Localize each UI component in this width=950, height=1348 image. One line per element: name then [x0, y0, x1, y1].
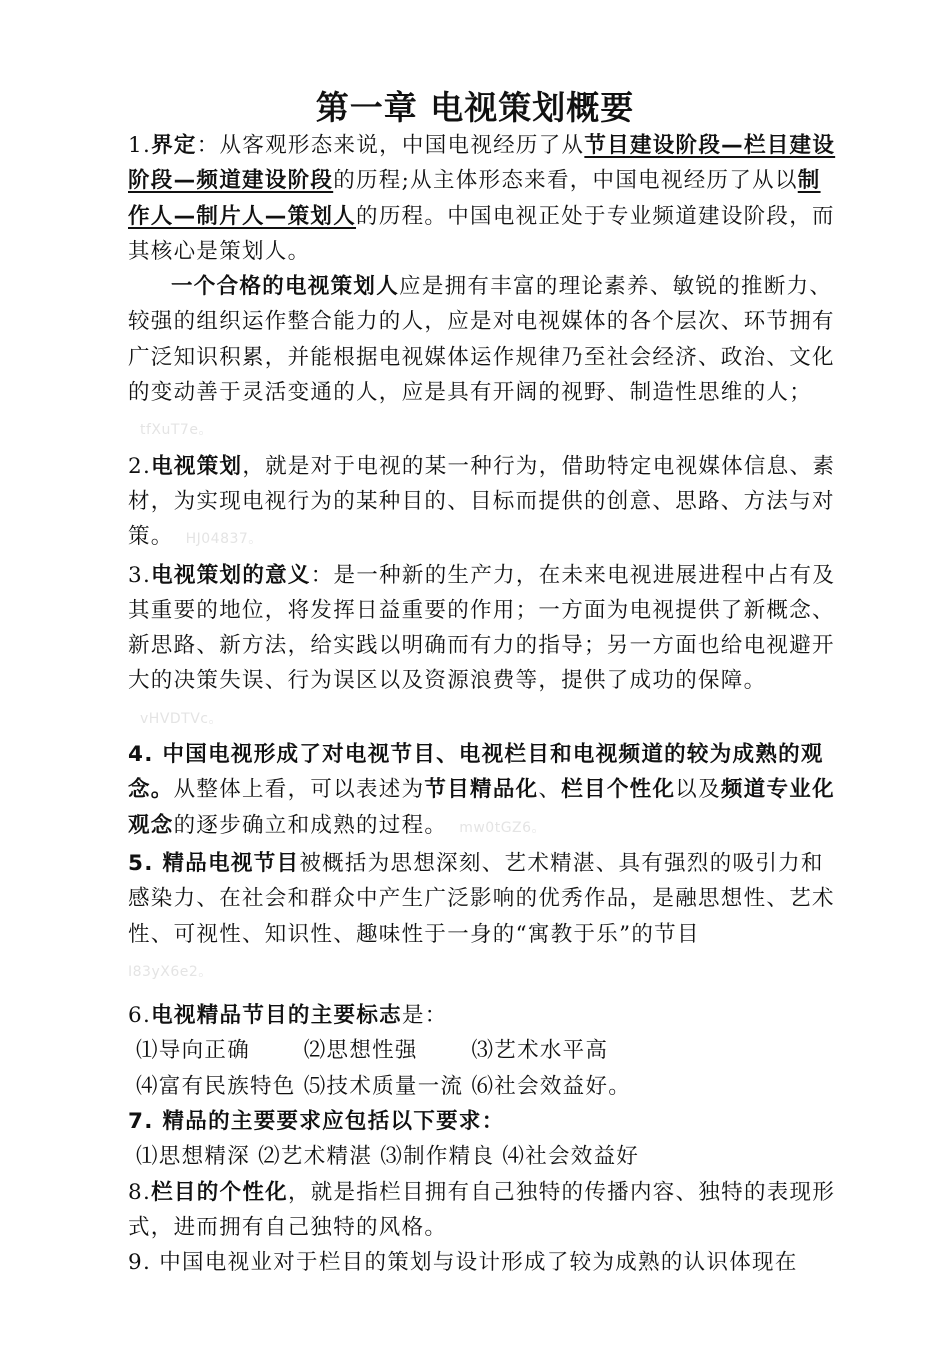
paragraph-2: [128, 449, 840, 558]
paragraph-text: 是：: [401, 1003, 448, 1029]
watermark-code: I83yX6e2。: [128, 963, 213, 980]
bold-lead: 一个合格的电视策划人: [171, 274, 400, 300]
watermark-code: tfXuT7e。: [140, 422, 213, 439]
item-number: 8.: [128, 1179, 152, 1205]
item-number: 2.: [128, 453, 152, 479]
paragraph-text: ：从客观形态来说，中国电视经历了从: [196, 133, 585, 158]
bold-term: 节目精品化: [424, 777, 539, 803]
paragraph-8: [128, 1175, 840, 1246]
underlined-term: 节目建设阶段—栏目建设阶段—频道建设阶段: [128, 133, 836, 194]
item-number: 1.: [128, 133, 152, 158]
term-label: 电视策划的意义: [151, 562, 311, 588]
document-body: [128, 128, 840, 1281]
term-label: 界定: [151, 133, 197, 158]
bold-term: 栏目个性化: [561, 777, 676, 803]
paragraph-5: [128, 846, 840, 990]
term-label: 电视策划: [151, 453, 243, 479]
paragraph-text: 以及: [675, 777, 721, 803]
criteria-line-1: ⑴导向正确 ⑵思想性强 ⑶艺术水平高: [136, 1038, 609, 1064]
paragraph-6: [128, 998, 840, 1033]
paragraph-text: ，就是指栏目拥有自己独特的传播内容、独特的表现形式，进而拥有自己独特的风格。: [128, 1179, 836, 1240]
bold-lead: 5. 精品电视节目: [128, 850, 300, 876]
paragraph-text: 的历程;从主体形态来看，中国电视经历了从以: [333, 168, 798, 194]
watermark-code: HJ04837。: [185, 531, 263, 548]
requirements-line: ⑴思想精深 ⑵艺术精湛 ⑶制作精良 ⑷社会效益好: [136, 1144, 640, 1170]
paragraph-1b: [128, 269, 840, 448]
paragraph-text: 、: [538, 777, 562, 803]
paragraph-text: 的逐步确立和成熟的过程。: [173, 812, 448, 838]
underlined-term: 制作人—制片人—策划人: [128, 168, 821, 229]
paragraph-4: [128, 737, 840, 846]
paragraph-text: 被概括为思想深刻、艺术精湛、具有强烈的吸引力和感染力、在社会和群众中产生广泛影响的优秀作品，是融思想性、艺术性、可视性、知识性、趣味性于一身的“寓教于乐”的节目: [128, 850, 835, 947]
item-number: 6.: [128, 1003, 152, 1029]
paragraph-text: 应是拥有丰富的理论素养、敏锐的推断力、较强的组织运作整合能力的人，应是对电视媒体的各个层次、环节拥有广泛知识积累，并能根据电视媒体运作规律乃至社会经济、政治、文化的变动善于灵活变通的人，应是具有开阔的视野、制造性思维的人；: [128, 274, 835, 406]
paragraph-1: [128, 128, 840, 269]
paragraph-text: 的历程。中国电视正处于专业频道建设阶段，而其核心是策划人。: [128, 203, 835, 264]
item-number: 3.: [128, 562, 152, 588]
watermark-code: mw0tGZ6。: [459, 819, 547, 836]
term-label: 栏目的个性化: [151, 1179, 288, 1205]
paragraph-3: [128, 558, 840, 737]
criteria-line-2: ⑷富有民族特色 ⑸技术质量一流 ⑹社会效益好。: [136, 1073, 632, 1099]
paragraph-text: ：是一种新的生产力，在未来电视进展进程中占有及其重要的地位，将发挥日益重要的作用；一方面为电视提供了新概念、新思路、新方法，给实践以明确而有力的指导；另一方面也给电视避开大的决策失误、行为误区以及资源浪费等，提供了成功的保障。: [128, 562, 836, 694]
watermark-code: vHVDTVc。: [140, 710, 223, 727]
paragraph-7: 7. 精品的主要要求应包括以下要求：: [128, 1109, 505, 1135]
page-title: 第一章 电视策划概要: [315, 88, 635, 127]
term-label: 电视精品节目的主要标志: [151, 1003, 402, 1029]
paragraph-9: 9. 中国电视业对于栏目的策划与设计形成了较为成熟的认识体现在: [128, 1250, 798, 1276]
spacer: [128, 990, 840, 998]
paragraph-text: ，就是对于电视的某一种行为，借助特定电视媒体信息、素材，为实现电视行为的某种目的、目标而提供的创意、思路、方法与对策。: [128, 453, 836, 550]
paragraph-text: 从整体上看，可以表述为: [173, 777, 425, 803]
bold-lead: 4. 中国电视形成了对电视节目、电视栏目和电视频道的较为成熟的观念。: [128, 742, 824, 803]
bold-term: 频道专业化观念: [128, 777, 835, 838]
